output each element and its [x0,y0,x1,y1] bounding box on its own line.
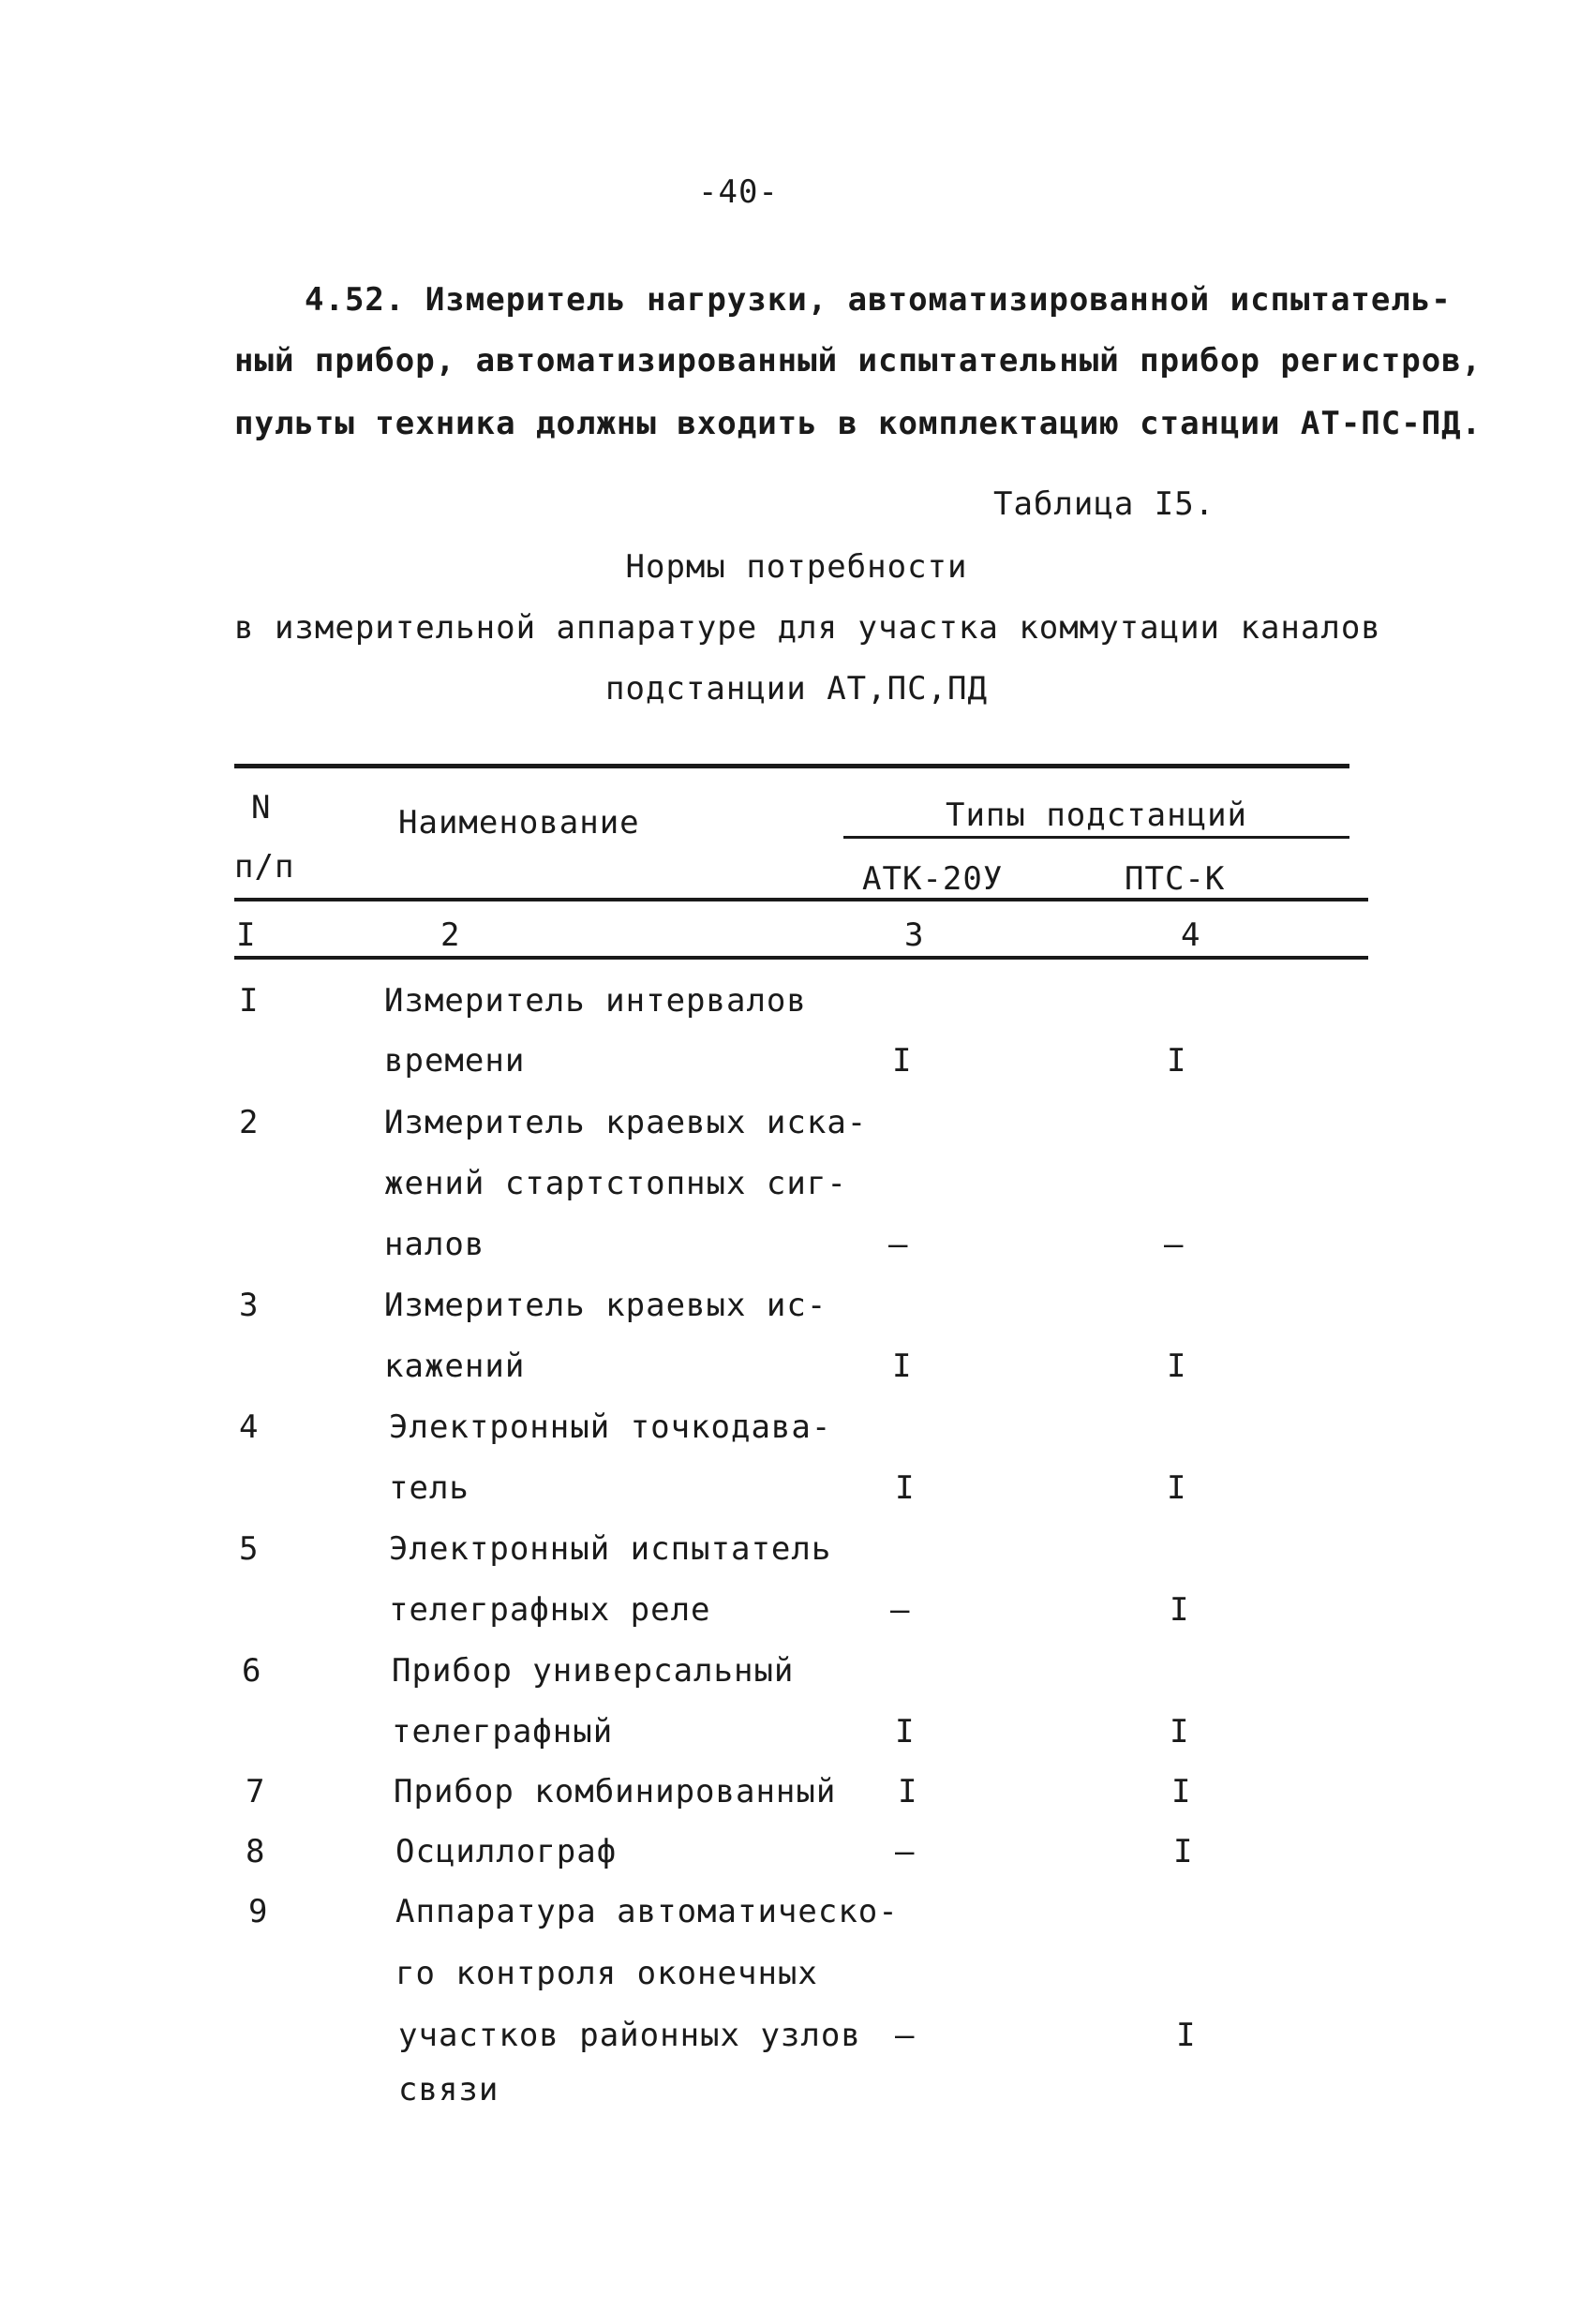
row-8-atk: – [895,1833,916,1870]
row-5-atk: – [890,1591,911,1629]
row-7-num: 7 [246,1773,266,1810]
header-num-symbol: N [251,789,272,827]
row-3-name-line-2: кажений [384,1348,526,1385]
table-title-line-2: в измерительной аппаратуре для участка коммутации каналов [234,609,1381,647]
row-1-name-line-2: времени [384,1042,526,1080]
header-group: Типы подстанций [945,797,1248,834]
row-2-atk: – [888,1226,909,1263]
table-label: Таблица I5. [993,485,1215,523]
col-number-4: 4 [1181,916,1201,954]
paragraph-line-2: ный прибор, автоматизированный испытательный прибор регистров, [234,342,1483,380]
header-bottom-rule [234,898,1368,901]
row-9-name-line-3: участков районных узлов [398,2017,861,2054]
col-number-1: I [236,916,257,954]
row-3-name-line-1: Измеритель краевых ис- [384,1287,827,1324]
row-2-pts: – [1164,1226,1185,1263]
row-4-atk: I [895,1469,916,1507]
row-8-num: 8 [246,1833,266,1870]
row-5-pts: I [1170,1591,1190,1629]
row-4-name-line-1: Электронный точкодава- [389,1408,832,1446]
row-6-num: 6 [242,1652,262,1690]
header-name: Наименование [398,804,640,842]
col-numbers-rule [234,956,1368,960]
row-2-num: 2 [239,1104,260,1141]
row-6-name-line-2: телеграфный [392,1713,614,1750]
col-number-2: 2 [440,916,461,954]
row-4-num: 4 [239,1408,260,1446]
row-5-name-line-2: телеграфных реле [389,1591,711,1629]
row-4-pts: I [1167,1469,1187,1507]
row-9-name-line-2: го контроля оконечных [395,1955,818,1992]
row-2-name-line-1: Измеритель краевых иска- [384,1104,868,1141]
row-6-atk: I [895,1713,916,1750]
paragraph-line-3: пульты техника должны входить в комплектацию станции АТ-ПС-ПД. [234,405,1483,442]
header-group-underline [843,836,1349,839]
header-num-label: п/п [234,848,295,886]
row-6-pts: I [1170,1713,1190,1750]
paragraph-line-1: 4.52. Измеритель нагрузки, автоматизированной испытатель- [305,281,1452,319]
row-3-pts: I [1167,1348,1187,1385]
row-7-atk: I [898,1773,918,1810]
row-1-num: I [239,982,260,1020]
row-5-num: 5 [239,1530,260,1568]
page-number: -40- [698,173,779,211]
row-9-atk: – [895,2017,916,2054]
row-1-pts: I [1167,1042,1187,1080]
row-9-name-line-1: Аппаратура автоматическо- [395,1893,899,1930]
table-top-rule [234,764,1349,768]
row-7-pts: I [1171,1773,1192,1810]
col-number-3: 3 [904,916,925,954]
table-title-line-1: Нормы потребности [625,548,968,586]
row-2-name-line-3: налов [384,1226,485,1263]
row-9-num: 9 [248,1893,269,1930]
row-7-name-line-1: Прибор комбинированный [394,1773,837,1810]
row-1-atk: I [892,1042,913,1080]
row-2-name-line-2: жений стартстопных сиг- [384,1165,847,1202]
header-col-pts: ПТС-К [1125,860,1226,898]
table-title-line-3: подстанции АТ,ПС,ПД [605,670,988,708]
row-4-name-line-2: тель [389,1469,470,1507]
row-5-name-line-1: Электронный испытатель [389,1530,832,1568]
row-8-name-line-1: Осциллограф [395,1833,618,1870]
row-6-name-line-1: Прибор универсальный [392,1652,795,1690]
row-9-name-line-4: связи [398,2071,499,2108]
row-3-atk: I [892,1348,913,1385]
row-8-pts: I [1173,1833,1194,1870]
row-3-num: 3 [239,1287,260,1324]
header-col-atk: АТК-20У [862,860,1004,898]
row-1-name-line-1: Измеритель интервалов [384,982,807,1020]
row-9-pts: I [1176,2017,1197,2054]
